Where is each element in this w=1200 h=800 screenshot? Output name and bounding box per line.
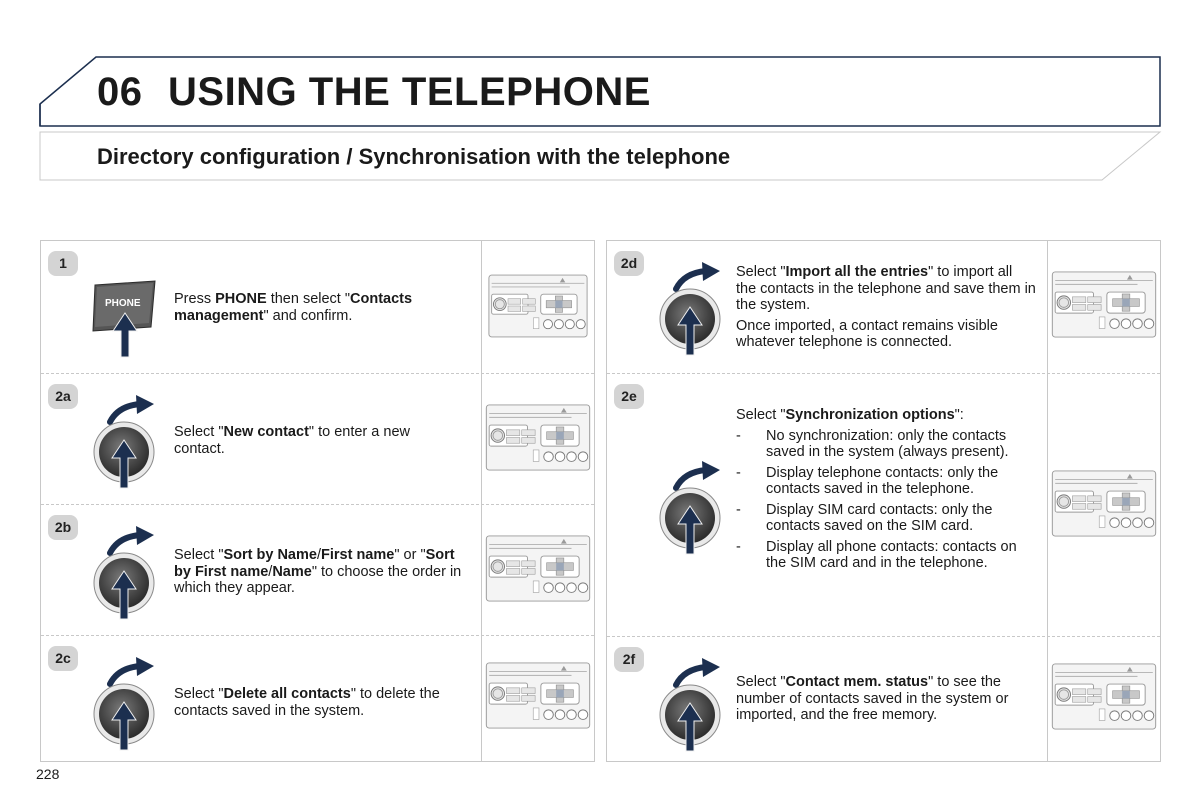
right-steps-panel	[606, 240, 1161, 762]
phone-button-label: PHONE	[105, 298, 141, 309]
step-row	[41, 504, 594, 635]
chapter-title: USING THE TELEPHONE	[168, 70, 651, 114]
step-row	[607, 636, 1160, 761]
radio-unit-image	[1051, 271, 1157, 338]
sync-options-list	[736, 428, 1036, 572]
list-item: - No synchronization: only the contacts saved in the system (always present).	[736, 428, 1036, 461]
step-badge: 2d	[614, 251, 644, 276]
step-row	[607, 373, 1160, 636]
step-badge: 2c	[48, 646, 78, 671]
step-badge: 2b	[48, 515, 78, 540]
step-text: Select "Sort by Name/First name" or "Sort by First name/Name" to choose the order in which they appear.	[174, 547, 462, 596]
step-text: Select "Import all the entries" to import all the contacts in the telephone and save them in the system. Once imported, a contact remains visible whatever telephone is connected.	[736, 264, 1036, 350]
step-badge: 1	[48, 251, 78, 276]
image-column	[1047, 241, 1161, 373]
radio-unit-image	[1051, 470, 1157, 537]
section-title: Directory configuration / Synchronisation with the telephone	[97, 144, 731, 169]
step-row	[41, 635, 594, 761]
step-badge: 2a	[48, 384, 78, 409]
image-column	[481, 505, 595, 635]
image-column	[481, 374, 595, 504]
phone-button-icon	[91, 277, 161, 359]
list-item: - Display all phone contacts: contacts on the SIM card and in the telephone.	[736, 539, 1036, 572]
radio-unit-image	[1051, 663, 1157, 730]
image-column	[1047, 374, 1161, 636]
step-text: Select "New contact" to enter a new contact.	[174, 424, 410, 457]
step-row	[41, 373, 594, 504]
step-row	[41, 241, 594, 373]
rotary-knob-icon	[658, 259, 728, 359]
image-column	[1047, 637, 1161, 761]
rotary-knob-icon	[92, 523, 162, 623]
step-text: Select "Contact mem. status" to see the number of contacts saved in the system or imported, and the free memory.	[736, 674, 1009, 723]
step-text: Press PHONE then select "Contacts management" and confirm.	[174, 291, 413, 324]
step-badge: 2f	[614, 647, 644, 672]
radio-unit-image	[485, 662, 591, 729]
step-badge: 2e	[614, 384, 644, 409]
rotary-knob-icon	[658, 655, 728, 755]
page-number: 228	[36, 766, 60, 782]
step-row	[607, 241, 1160, 373]
rotary-knob-icon	[92, 392, 162, 492]
step-extra-text: Once imported, a contact remains visible whatever telephone is connected.	[736, 317, 998, 350]
left-steps-panel	[40, 240, 595, 762]
rotary-knob-icon	[658, 458, 728, 558]
radio-unit-image	[485, 535, 591, 602]
rotary-knob-icon	[92, 654, 162, 754]
chapter-number: 06	[97, 70, 143, 114]
image-column	[481, 241, 595, 373]
image-column	[481, 636, 595, 761]
step-text: Select "Synchronization options": - No synchronization: only the contacts saved in the system (always present). - Display telephone contacts: only the contacts saved in the telephone. - Display SIM card contacts: only the contacts saved on the SIM card. - Display all phone contacts: contacts on the SIM card and in the telephone.	[736, 407, 1036, 576]
list-item: - Display telephone contacts: only the contacts saved in the telephone.	[736, 465, 1036, 498]
list-item: - Display SIM card contacts: only the contacts saved on the SIM card.	[736, 502, 1036, 535]
radio-unit-image	[485, 404, 591, 471]
step-text: Select "Delete all contacts" to delete the contacts saved in the system.	[174, 686, 440, 719]
radio-unit-image	[488, 271, 588, 341]
